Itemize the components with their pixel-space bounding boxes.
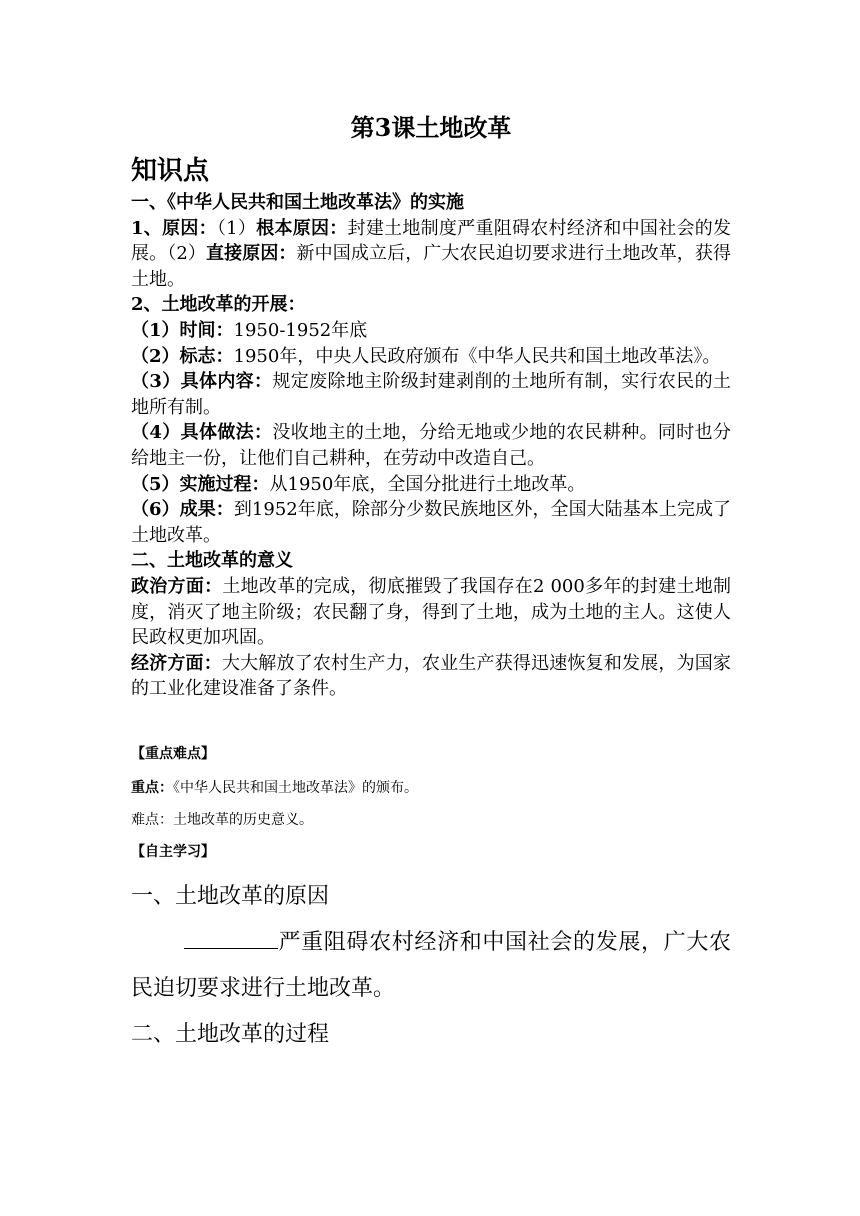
progress-item-label: （3）具体内容： (131, 371, 273, 393)
progress-item-text: 没收地主的土地，分给无地或少地的农民耕种。同时也分给地主一份，让他们自己耕种，在劳动中改造自己。 (131, 422, 732, 469)
focus-text: 《中华人民共和国土地改革法》的颁布。 (173, 779, 418, 796)
self-study-heading: 【自主学习】 (131, 843, 215, 860)
cause-paragraph (131, 216, 731, 293)
cause-2-num: （2） (167, 243, 206, 265)
progress-item-text: 到1952年底，除部分少数民族地区外，全国大陆基本上完成了土地改革。 (131, 499, 732, 546)
section1-heading: 一、《中华人民共和国土地改革法》的实施 (131, 192, 464, 213)
progress-item-label: （5）实施过程： (131, 473, 270, 495)
cause-1-text: 封建土地制度严重阻碍农村经济和中国社会的发展。 (131, 217, 732, 265)
document-page (131, 108, 731, 1058)
q1-heading: 一、土地改革的原因 (131, 883, 330, 909)
political-paragraph (131, 574, 731, 651)
progress-item (131, 420, 731, 471)
progress-item-text: 1950-1952年底 (233, 319, 368, 341)
progress-item (131, 369, 731, 420)
progress-item-text: 1950年，中央人民政府颁布《中华人民共和国土地改革法》。 (233, 345, 721, 367)
political-text: 土地改革的完成，彻底摧毁了我国存在2 000多年的封建土地制度，消灭了地主阶级；农民翻了身，得到了土地，成为土地的主人。这使人民政权更加巩固。 (131, 575, 732, 649)
progress-item-label: （4）具体做法： (131, 422, 273, 444)
cause-1-num: （1） (216, 217, 257, 239)
difficulty-line: 难点：土地改革的历史意义。 (131, 811, 313, 828)
progress-item (131, 344, 731, 370)
political-label: 政治方面： (131, 575, 223, 597)
focus-label: 重点： (131, 779, 173, 796)
progress-item-text: 从1950年底，全国分批进行土地改革。 (269, 473, 586, 495)
key-points-heading: 【重点难点】 (131, 745, 215, 762)
progress-item (131, 472, 731, 498)
progress-item-label: （1）时间： (131, 319, 234, 341)
progress-heading: 2、土地改革的开展： (131, 294, 306, 316)
knowledge-points (131, 190, 731, 702)
spacer (131, 702, 731, 744)
q2-heading: 二、土地改革的过程 (131, 1021, 330, 1047)
cause-2-text: 新中国成立后，广大农民迫切要求进行土地改革，获得土地。 (131, 243, 732, 290)
q1-paragraph (131, 920, 731, 1012)
progress-item (131, 497, 731, 548)
progress-item (131, 318, 731, 344)
knowledge-heading: 知识点 (131, 156, 210, 186)
fill-blank-field[interactable] (184, 924, 278, 949)
focus-line (131, 778, 731, 798)
progress-item-text: 规定废除地主阶级封建剥削的土地所有制，实行农民的土地所有制。 (131, 371, 732, 418)
section2-heading: 二、土地改革的意义 (131, 550, 293, 572)
cause-1-label: 根本原因： (256, 217, 348, 239)
economic-text: 大大解放了农村生产力，农业生产获得迅速恢复和发展，为国家的工业化建设准备了条件。 (131, 652, 731, 700)
cause-label: 1、原因： (131, 217, 217, 239)
progress-item-label: （6）成果： (131, 499, 234, 521)
page-title: 第3课土地改革 (350, 113, 512, 142)
cause-2-label: 直接原因： (206, 243, 297, 265)
economic-label: 经济方面： (131, 652, 222, 674)
economic-paragraph (131, 651, 731, 702)
progress-item-label: （2）标志： (131, 345, 234, 367)
self-study-section (131, 874, 731, 1058)
key-points-section (131, 744, 731, 862)
q1-text: 严重阻碍农村经济和中国社会的发展，广大农民迫切要求进行土地改革。 (131, 929, 731, 1001)
